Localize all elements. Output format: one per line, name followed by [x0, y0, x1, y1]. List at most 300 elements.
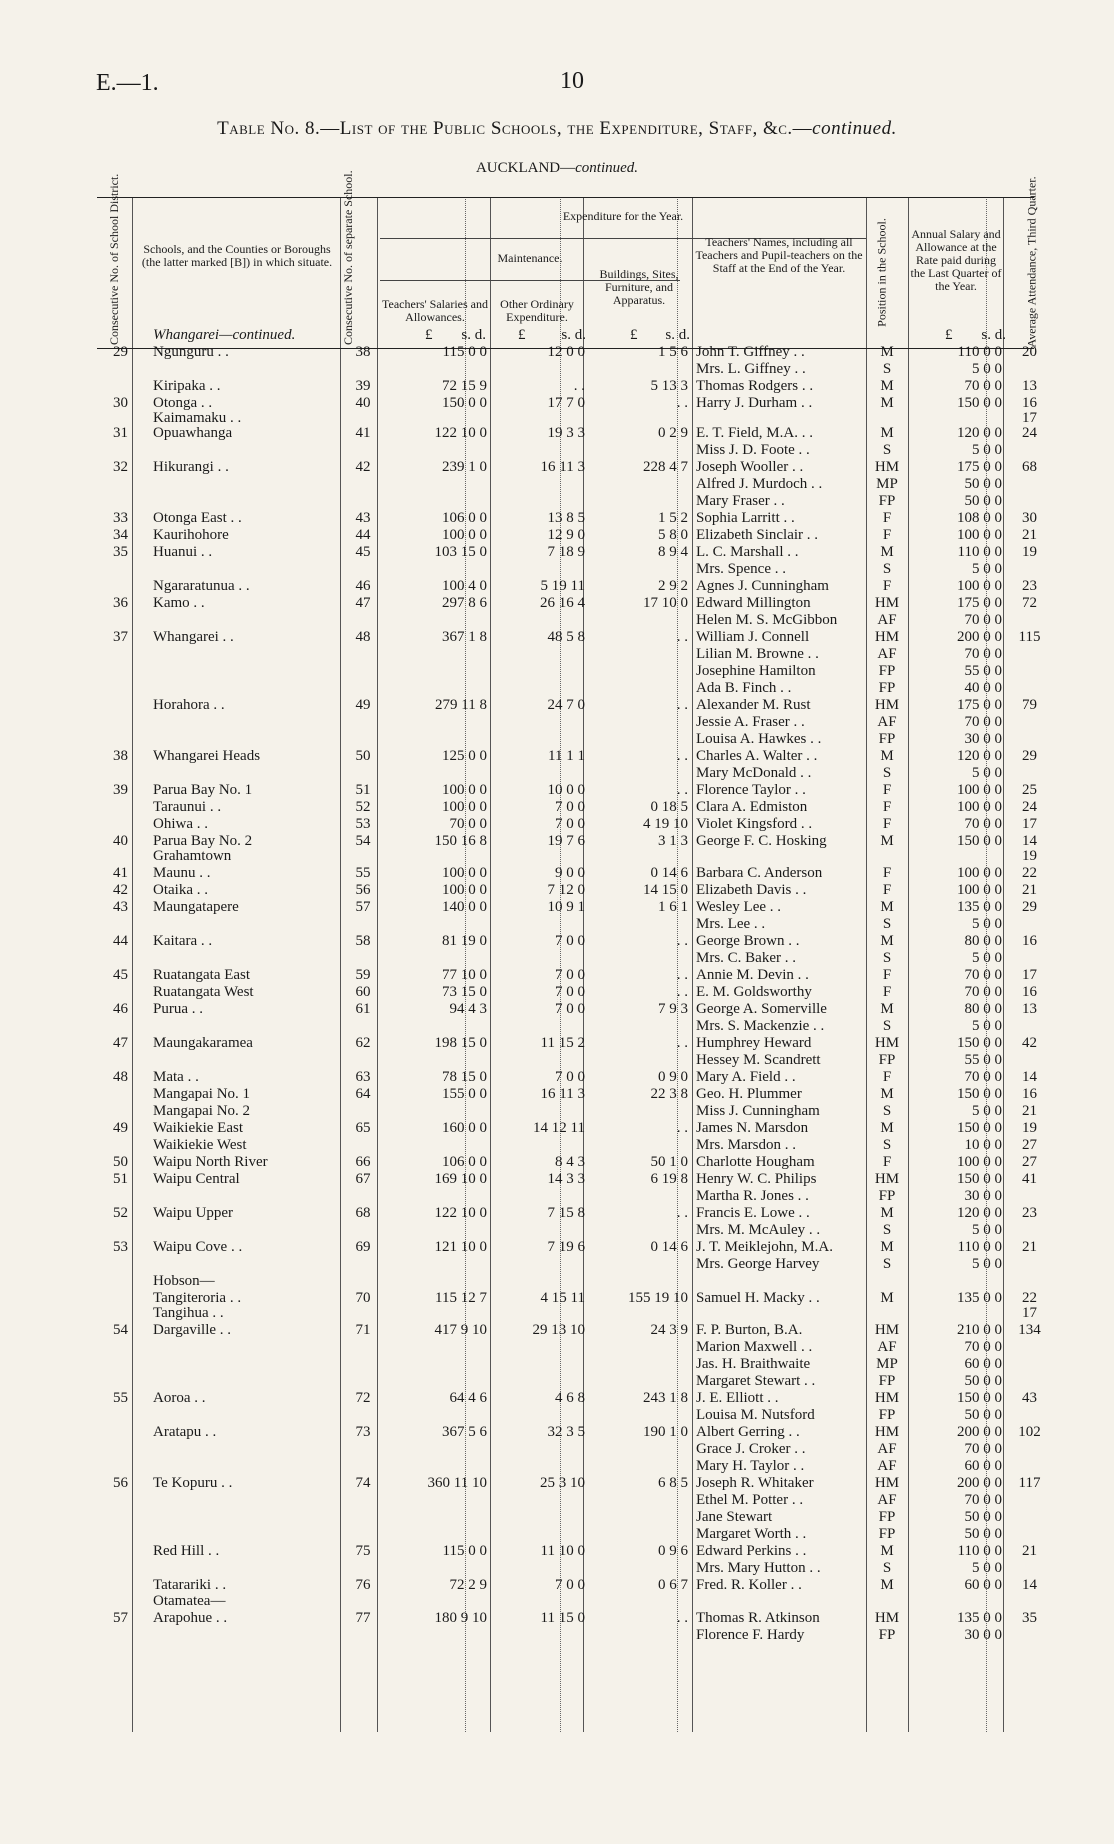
teacher-name: Albert Gerring . .	[696, 1424, 800, 1440]
attendance: 79	[1022, 697, 1037, 713]
other-expenditure: 16 11 3	[540, 459, 585, 475]
annual-salary: 70 0 0	[964, 1069, 1002, 1085]
salaries-amount: 150 16 8	[434, 833, 487, 849]
school-name: Waipu Central	[153, 1171, 240, 1187]
school-name: Maunu . .	[153, 865, 211, 881]
teacher-name: Thomas R. Atkinson	[696, 1610, 820, 1626]
other-expenditure: 5 19 11	[540, 578, 585, 594]
buildings-amount: 243 1 8	[643, 1390, 688, 1406]
school-name: Otaika . .	[153, 882, 208, 898]
attendance: 30	[1022, 510, 1037, 526]
school-name: Kamo . .	[153, 595, 205, 611]
position: S	[882, 442, 892, 458]
salaries-amount: 360 11 10	[427, 1475, 487, 1491]
position: HM	[874, 1424, 900, 1440]
teacher-name: Edward Perkins . .	[696, 1543, 807, 1559]
salaries-amount: 140 0 0	[442, 899, 487, 915]
attendance: 13	[1022, 378, 1037, 394]
school-no: 52	[355, 799, 371, 815]
attendance: 14	[1022, 1069, 1037, 1085]
teacher-name: Joseph R. Whitaker	[696, 1475, 814, 1491]
other-expenditure: 4 15 11	[540, 1290, 585, 1306]
annual-salary: 100 0 0	[957, 578, 1002, 594]
position: S	[882, 950, 892, 966]
column-rule	[340, 197, 341, 1732]
school-name: Maungatapere	[153, 899, 239, 915]
school-no: 74	[355, 1475, 371, 1491]
position: F	[882, 984, 892, 1000]
position: FP	[878, 1526, 896, 1542]
region-name: AUCKLAND—	[475, 160, 576, 176]
district-no: 49	[113, 1120, 128, 1136]
position: M	[880, 395, 894, 411]
school-name: Tangiteroria . .	[153, 1290, 242, 1306]
district-no: 36	[113, 595, 128, 611]
position: F	[882, 967, 892, 983]
position: S	[882, 1018, 892, 1034]
school-no: 47	[355, 595, 371, 611]
column-rule	[377, 197, 378, 1732]
annual-salary: 135 0 0	[957, 1290, 1002, 1306]
teacher-name: Annie M. Devin . .	[696, 967, 809, 983]
school-name: Ngunguru . .	[153, 344, 229, 360]
attendance: 22	[1022, 1290, 1037, 1306]
school-no: 46	[355, 578, 371, 594]
buildings-amount: . .	[676, 629, 688, 645]
school-no: 64	[355, 1086, 371, 1102]
school-no: 43	[355, 510, 371, 526]
position: AF	[877, 1339, 897, 1355]
salaries-amount: 198 15 0	[434, 1035, 487, 1051]
school-no: 54	[355, 833, 371, 849]
school-no: 62	[355, 1035, 371, 1051]
school-no: 77	[355, 1610, 371, 1626]
annual-salary: 70 0 0	[964, 967, 1002, 983]
school-name: Aratapu . .	[153, 1424, 217, 1440]
teacher-name: Florence Taylor . .	[696, 782, 806, 798]
salaries-amount: 94 4 3	[449, 1001, 487, 1017]
other-expenditure: 7 15 8	[547, 1205, 585, 1221]
salaries-amount: 180 9 10	[434, 1610, 487, 1626]
school-name: Tangihua . .	[153, 1305, 224, 1321]
attendance: 27	[1022, 1154, 1037, 1170]
position: FP	[878, 663, 896, 679]
table-title-continued: continued.	[812, 118, 897, 139]
position: F	[882, 527, 892, 543]
other-expenditure: 7 0 0	[555, 799, 585, 815]
buildings-amount: . .	[676, 1035, 688, 1051]
annual-salary: 55 0 0	[964, 663, 1002, 679]
attendance: 117	[1018, 1475, 1041, 1491]
annual-salary: 80 0 0	[964, 1001, 1002, 1017]
teacher-name: Louisa M. Nutsford	[696, 1407, 815, 1423]
annual-salary: 108 0 0	[957, 510, 1002, 526]
teacher-name: Violet Kingsford . .	[696, 816, 813, 832]
annual-salary: 60 0 0	[964, 1356, 1002, 1372]
buildings-amount: . .	[676, 933, 688, 949]
teacher-name: Hessey M. Scandrett	[696, 1052, 821, 1068]
teacher-name: George Brown . .	[696, 933, 800, 949]
attendance: 24	[1022, 799, 1037, 815]
school-name: Hikurangi . .	[153, 459, 229, 475]
other-expenditure: 10 0 0	[547, 782, 585, 798]
buildings-amount: 2 9 2	[658, 578, 688, 594]
attendance: 21	[1022, 527, 1037, 543]
salaries-amount: 70 0 0	[449, 816, 487, 832]
attendance: 21	[1022, 1239, 1037, 1255]
teacher-name: Mary A. Field . .	[696, 1069, 796, 1085]
other-expenditure: 7 0 0	[555, 933, 585, 949]
teacher-name: William J. Connell	[696, 629, 810, 645]
district-no: 29	[113, 344, 128, 360]
other-expenditure: 8 4 3	[555, 1154, 585, 1170]
school-name: Aoroa . .	[153, 1390, 206, 1406]
position: M	[880, 1543, 894, 1559]
attendance: 24	[1022, 425, 1037, 441]
district-no: 45	[113, 967, 128, 983]
position: HM	[874, 629, 900, 645]
position: F	[882, 1069, 892, 1085]
buildings-amount: . .	[676, 1610, 688, 1626]
school-name: Whangarei . .	[153, 629, 234, 645]
teacher-name: Margaret Stewart . .	[696, 1373, 816, 1389]
col-head-expenditure: Expenditure for the Year.	[562, 209, 684, 223]
annual-salary: 150 0 0	[957, 1120, 1002, 1136]
salaries-amount: 367 1 8	[442, 629, 487, 645]
school-no: 76	[355, 1577, 371, 1593]
teacher-name: L. C. Marshall . .	[696, 544, 799, 560]
buildings-amount: 190 1 0	[643, 1424, 688, 1440]
other-expenditure: 7 0 0	[555, 1577, 585, 1593]
annual-salary: 210 0 0	[957, 1322, 1002, 1338]
page-number: 10	[560, 68, 584, 94]
district-no: 48	[113, 1069, 128, 1085]
col-head-buildings: Buildings, Sites, Furniture, and Apparatus.	[599, 267, 679, 307]
salaries-amount: 367 5 6	[442, 1424, 487, 1440]
position: FP	[878, 680, 896, 696]
teacher-name: E. M. Goldsworthy	[696, 984, 812, 1000]
school-no: 49	[355, 697, 371, 713]
buildings-amount: 1 5 2	[658, 510, 688, 526]
position: M	[880, 833, 894, 849]
school-name: Ruatangata West	[153, 984, 254, 1000]
salaries-amount: 73 15 0	[442, 984, 487, 1000]
other-expenditure: 12 0 0	[547, 344, 585, 360]
teacher-name: Humphrey Heward	[696, 1035, 812, 1051]
other-expenditure: 7 18 9	[547, 544, 585, 560]
school-no: 40	[355, 395, 371, 411]
annual-salary: 30 0 0	[964, 1188, 1002, 1204]
annual-salary: 30 0 0	[964, 731, 1002, 747]
buildings-amount: . .	[676, 967, 688, 983]
attendance: 16	[1022, 1086, 1037, 1102]
buildings-amount: 0 14 6	[650, 1239, 688, 1255]
position: M	[880, 1290, 894, 1306]
annual-salary: 5 0 0	[972, 1222, 1002, 1238]
annual-salary: 10 0 0	[964, 1137, 1002, 1153]
teacher-name: Fred. R. Koller . .	[696, 1577, 802, 1593]
salaries-amount: 169 10 0	[434, 1171, 487, 1187]
school-name: Purua . .	[153, 1001, 203, 1017]
attendance: 72	[1022, 595, 1037, 611]
school-name: Waipu Upper	[153, 1205, 234, 1221]
salaries-amount: 77 10 0	[442, 967, 487, 983]
other-expenditure: 16 11 3	[540, 1086, 585, 1102]
other-expenditure: 32 3 5	[547, 1424, 585, 1440]
district-no: 32	[113, 459, 128, 475]
attendance: 23	[1022, 578, 1037, 594]
other-expenditure: 19 3 3	[547, 425, 585, 441]
other-expenditure: 7 0 0	[555, 1001, 585, 1017]
annual-salary: 70 0 0	[964, 1492, 1002, 1508]
attendance: 22	[1022, 865, 1037, 881]
school-name: Huanui . .	[153, 544, 213, 560]
school-name: Kaimamaku . .	[153, 410, 242, 426]
school-name: Red Hill . .	[153, 1543, 220, 1559]
pound-sign-header: £	[945, 327, 953, 343]
school-no: 45	[355, 544, 371, 560]
other-expenditure: 48 5 8	[547, 629, 585, 645]
buildings-amount: . .	[676, 1120, 688, 1136]
position: AF	[877, 714, 897, 730]
other-expenditure: 7 12 0	[547, 882, 585, 898]
lsd-header: s. d.	[981, 327, 1006, 343]
position: FP	[878, 1407, 896, 1423]
salaries-amount: 100 0 0	[442, 527, 487, 543]
position: M	[880, 899, 894, 915]
position: HM	[874, 1390, 900, 1406]
school-no: 57	[355, 899, 371, 915]
annual-salary: 120 0 0	[957, 1205, 1002, 1221]
school-no: 66	[355, 1154, 371, 1170]
position: AF	[877, 1492, 897, 1508]
document-code: E.—1.	[96, 70, 159, 96]
attendance: 102	[1018, 1424, 1041, 1440]
district-no: 35	[113, 544, 128, 560]
school-name: Whangarei—continued.	[153, 327, 296, 343]
salaries-amount: 106 0 0	[442, 510, 487, 526]
position: M	[880, 1205, 894, 1221]
buildings-amount: 0 9 6	[658, 1543, 688, 1559]
pound-sign-header: £	[518, 327, 526, 343]
teacher-name: Margaret Worth . .	[696, 1526, 807, 1542]
school-no: 58	[355, 933, 371, 949]
salaries-amount: 100 4 0	[442, 578, 487, 594]
teacher-name: Miss J. D. Foote . .	[696, 442, 810, 458]
position: HM	[874, 1035, 900, 1051]
col-head-district-no: Consecutive No. of School District.	[107, 173, 121, 345]
teacher-name: Elizabeth Sinclair . .	[696, 527, 819, 543]
school-name: Otamatea—	[153, 1593, 226, 1609]
annual-salary: 50 0 0	[964, 1373, 1002, 1389]
annual-salary: 120 0 0	[957, 425, 1002, 441]
salaries-amount: 150 0 0	[442, 395, 487, 411]
col-head-position: Position in the School.	[874, 218, 889, 327]
annual-salary: 60 0 0	[964, 1577, 1002, 1593]
position: HM	[874, 1171, 900, 1187]
salaries-amount: 100 0 0	[442, 865, 487, 881]
position: HM	[874, 697, 900, 713]
teacher-name: Mary Fraser . .	[696, 493, 785, 509]
position: F	[882, 865, 892, 881]
salaries-amount: 100 0 0	[442, 882, 487, 898]
attendance: 16	[1022, 395, 1037, 411]
position: FP	[878, 1052, 896, 1068]
position: M	[880, 1001, 894, 1017]
attendance: 17	[1022, 1305, 1037, 1321]
annual-salary: 60 0 0	[964, 1458, 1002, 1474]
position: S	[882, 1222, 892, 1238]
annual-salary: 70 0 0	[964, 816, 1002, 832]
annual-salary: 5 0 0	[972, 765, 1002, 781]
annual-salary: 40 0 0	[964, 680, 1002, 696]
other-expenditure: 7 0 0	[555, 1069, 585, 1085]
school-no: 39	[355, 378, 371, 394]
school-name: Mangapai No. 2	[153, 1103, 251, 1119]
teacher-name: John T. Giffney . .	[696, 344, 805, 360]
annual-salary: 150 0 0	[957, 833, 1002, 849]
salaries-amount: 297 8 6	[442, 595, 487, 611]
position: F	[882, 799, 892, 815]
teacher-name: Ethel M. Potter . .	[696, 1492, 804, 1508]
school-name: Dargaville . .	[153, 1322, 232, 1338]
annual-salary: 50 0 0	[964, 1509, 1002, 1525]
other-expenditure: 4 6 8	[555, 1390, 585, 1406]
attendance: 14	[1022, 833, 1037, 849]
other-expenditure: 12 9 0	[547, 527, 585, 543]
buildings-amount: 155 19 10	[628, 1290, 688, 1306]
school-name: Otonga . .	[153, 395, 213, 411]
annual-salary: 100 0 0	[957, 1154, 1002, 1170]
attendance: 17	[1022, 410, 1037, 426]
teacher-name: Agnes J. Cunningham	[696, 578, 829, 594]
teacher-name: Elizabeth Davis . .	[696, 882, 807, 898]
salaries-amount: 279 11 8	[435, 697, 487, 713]
annual-salary: 175 0 0	[957, 459, 1002, 475]
teacher-name: George F. C. Hosking	[696, 833, 827, 849]
buildings-amount: 5 13 3	[650, 378, 688, 394]
salaries-amount: 115 0 0	[442, 344, 487, 360]
attendance: 42	[1022, 1035, 1037, 1051]
teacher-name: Mrs. L. Giffney . .	[696, 361, 806, 377]
school-no: 73	[355, 1424, 371, 1440]
annual-salary: 50 0 0	[964, 1407, 1002, 1423]
teacher-name: Mrs. Lee . .	[696, 916, 766, 932]
table-title	[0, 118, 1114, 140]
other-expenditure: 25 3 10	[540, 1475, 585, 1491]
buildings-amount: 4 19 10	[643, 816, 688, 832]
annual-salary: 150 0 0	[957, 1171, 1002, 1187]
school-name: Ruatangata East	[153, 967, 251, 983]
col-head-maintenance: Maintenance.	[497, 251, 563, 265]
annual-salary: 70 0 0	[964, 612, 1002, 628]
teacher-name: Josephine Hamilton	[696, 663, 816, 679]
district-no: 43	[113, 899, 128, 915]
annual-salary: 5 0 0	[972, 1560, 1002, 1576]
position: S	[882, 1560, 892, 1576]
school-name: Kaurihohore	[153, 527, 229, 543]
school-name: Maungakaramea	[153, 1035, 253, 1051]
buildings-amount: 24 3 9	[650, 1322, 688, 1338]
lsd-header: s. d.	[665, 327, 690, 343]
teacher-name: Henry W. C. Philips	[696, 1171, 817, 1187]
buildings-amount: . .	[676, 748, 688, 764]
annual-salary: 200 0 0	[957, 1424, 1002, 1440]
annual-salary: 100 0 0	[957, 882, 1002, 898]
annual-salary: 100 0 0	[957, 865, 1002, 881]
position: M	[880, 933, 894, 949]
annual-salary: 5 0 0	[972, 442, 1002, 458]
annual-salary: 120 0 0	[957, 748, 1002, 764]
school-no: 70	[355, 1290, 371, 1306]
other-expenditure: 7 0 0	[555, 984, 585, 1000]
attendance: 21	[1022, 882, 1037, 898]
position: S	[882, 1256, 892, 1272]
teacher-name: Helen M. S. McGibbon	[696, 612, 838, 628]
position: S	[882, 361, 892, 377]
teacher-name: Wesley Lee . .	[696, 899, 782, 915]
position: FP	[878, 1509, 896, 1525]
position: M	[880, 1086, 894, 1102]
district-no: 30	[113, 395, 128, 411]
attendance: 17	[1022, 967, 1037, 983]
school-name: Arapohue . .	[153, 1610, 228, 1626]
attendance: 19	[1022, 848, 1037, 864]
other-expenditure: 7 19 6	[547, 1239, 585, 1255]
attendance: 25	[1022, 782, 1037, 798]
other-expenditure: 10 9 1	[547, 899, 585, 915]
annual-salary: 5 0 0	[972, 561, 1002, 577]
lsd-header: s. d.	[461, 327, 486, 343]
school-no: 63	[355, 1069, 371, 1085]
other-expenditure: 13 8 5	[547, 510, 585, 526]
attendance: 16	[1022, 984, 1037, 1000]
attendance: 21	[1022, 1543, 1037, 1559]
annual-salary: 150 0 0	[957, 1086, 1002, 1102]
teacher-name: Mrs. S. Mackenzie . .	[696, 1018, 825, 1034]
teacher-name: Jane Stewart	[696, 1509, 773, 1525]
annual-salary: 110 0 0	[957, 1239, 1002, 1255]
other-expenditure: 11 1 1	[548, 748, 585, 764]
other-expenditure: 7 0 0	[555, 816, 585, 832]
annual-salary: 100 0 0	[957, 782, 1002, 798]
teacher-name: Mrs. Spence . .	[696, 561, 786, 577]
col-head-schools: Schools, and the Counties or Boroughs (the latter marked [B]) in which situate.	[141, 242, 333, 269]
school-name: Horahora . .	[153, 697, 225, 713]
teacher-name: Charles A. Walter . .	[696, 748, 818, 764]
annual-salary: 150 0 0	[957, 395, 1002, 411]
teacher-name: Louisa A. Hawkes . .	[696, 731, 822, 747]
teacher-name: Ada B. Finch . .	[696, 680, 792, 696]
teacher-name: Mary McDonald . .	[696, 765, 812, 781]
teacher-name: Joseph Wooller . .	[696, 459, 804, 475]
annual-salary: 175 0 0	[957, 595, 1002, 611]
attendance: 29	[1022, 899, 1037, 915]
position: F	[882, 578, 892, 594]
buildings-amount: 228 4 7	[643, 459, 688, 475]
school-no: 38	[355, 344, 371, 360]
teacher-name: James N. Marsdon	[696, 1120, 809, 1136]
position: F	[882, 782, 892, 798]
school-name: Grahamtown	[153, 848, 232, 864]
annual-salary: 55 0 0	[964, 1052, 1002, 1068]
teacher-name: Barbara C. Anderson	[696, 865, 823, 881]
annual-salary: 200 0 0	[957, 629, 1002, 645]
district-no: 53	[113, 1239, 128, 1255]
other-expenditure: 19 7 6	[547, 833, 585, 849]
district-no: 41	[113, 865, 128, 881]
salaries-amount: 155 0 0	[442, 1086, 487, 1102]
